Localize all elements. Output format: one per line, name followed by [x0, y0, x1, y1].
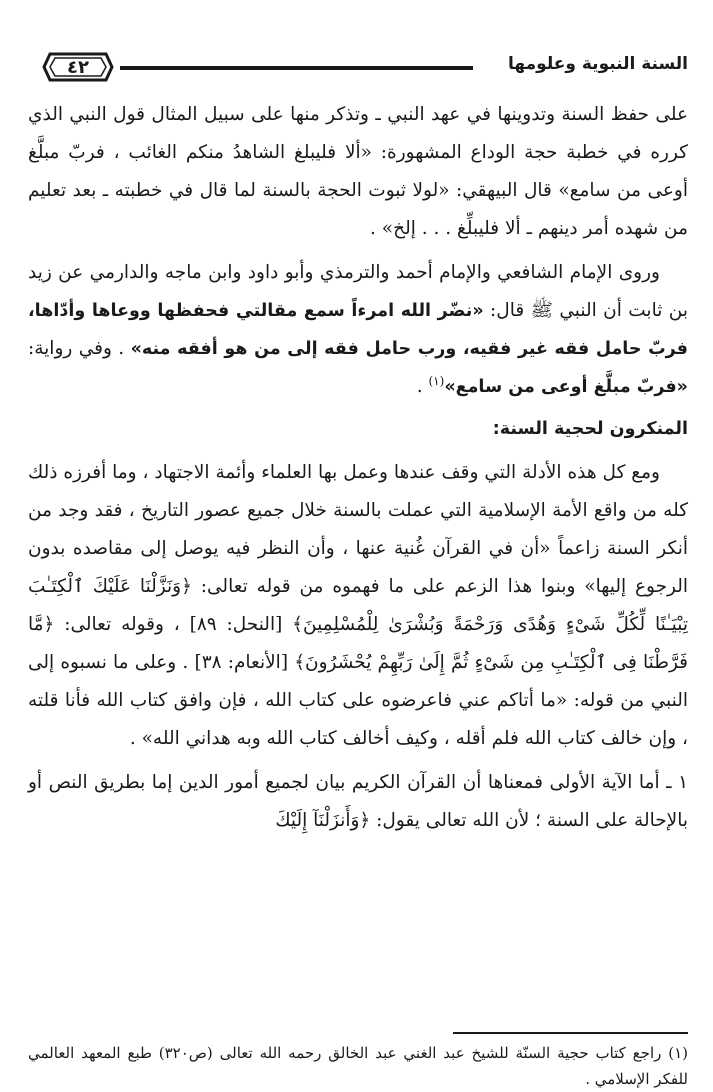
footnote: (١) راجع كتاب حجية السنّة للشيخ عبد الغني عبد الخالق رحمه الله تعالى (ص٣٢٠) طبع المعهد العالمي للفكر الإسلامي .: [28, 1044, 688, 1088]
page-number: ٤٢: [67, 56, 89, 78]
paragraph-1: على حفظ السنة وتدوينها في عهد النبي ـ وتذكر منها على سبيل المثال قول النبي الذي كرره في خطبة حجة الوداع المشهورة: «ألا فليبلغ الشاهدُ منكم الغائب ، فربّ مبلَّغ أوعى من سامع» قال البيهقي: «لولا ثبوت الحجة بالسنة لما قال في خطبته ـ بعد تعليم من شهده أمر دينهم ـ ألا فليبلِّغ . . . إلخ» .: [28, 104, 688, 239]
paragraph-3: ومع كل هذه الأدلة التي وقف عندها وعمل بها العلماء وأئمة الاجتهاد ، وما أفرزه ذلك كله من واقع الأمة الإسلامية التي عملت بالسنة خلال جميع عصور التاريخ ، فقد وجد من أنكر السنة زاعماً «أن في القرآن غُنية عنها ، وأن النظر فيه يوصل إلى مقاصده بدون الرجوع إليها» وبنوا هذا الزعم على ما فهموه من قوله تعالى: ﴿وَنَزَّلْنَا عَلَيْكَ ٱلْكِتَـٰبَ تِبْيَـٰنًا لِّكُلِّ شَىْءٍ وَهُدًى وَرَحْمَةً وَبُشْرَىٰ لِلْمُسْلِمِينَ﴾ [النحل: ٨٩] ، وقوله تعالى: ﴿مَّا فَرَّطْنَا فِى ٱلْكِتَـٰبِ مِن شَىْءٍ ثُمَّ إِلَىٰ رَبِّهِمْ يُحْشَرُونَ﴾ [الأنعام: ٣٨] . وعلى ما نسبوه إلى النبي من قوله: «ما أتاكم عني فاعرضوه على كتاب الله ، فإن وافق كتاب الله فأنا قلته ، وإن خالف كتاب الله فلم أقله ، وكيف أخالف كتاب الله وبه هداني الله» .: [28, 462, 689, 749]
hadith-quote: «نضّر الله امرءاً سمع مقالتي فحفظها ووعاها وأدّاها، فربّ حامل فقه غير فقيه، ورب حامل فقه إلى من هو أفقه منه»: [28, 301, 688, 359]
running-title: السنة النبوية وعلومها: [508, 54, 688, 74]
footnote-reference[interactable]: (١): [428, 373, 445, 388]
main-text: [28, 96, 688, 846]
page-header: [28, 40, 688, 92]
page-number-ornament: [42, 50, 114, 84]
paragraph-2: [28, 254, 688, 406]
paragraph-4: ١ ـ أما الآية الأولى فمعناها أن القرآن الكريم بيان لجميع أمور الدين إما بطريق النص أو بالإحالة على السنة ؛ لأن الله تعالى يقول: ﴿وَأَنزَلْنَآ إِلَيْكَ: [28, 772, 688, 831]
hadith-quote-variant: «فربّ مبلَّغ أوعى من سامع»: [444, 377, 688, 397]
section-heading: المنكرون لحجية السنة:: [492, 419, 688, 439]
paragraph-2-middle: . وفي رواية:: [28, 338, 131, 359]
header-rule: [120, 66, 473, 70]
paragraph-2-start: وروى الإمام الشافعي والإمام أحمد والترمذي وأبو داود وابن ماجه والدارمي عن زيد بن ثابت أن النبي ﷺ قال:: [28, 262, 688, 321]
footnote-separator: [453, 1032, 688, 1034]
book-page: [28, 40, 689, 1088]
paragraph-2-end: .: [416, 376, 429, 397]
